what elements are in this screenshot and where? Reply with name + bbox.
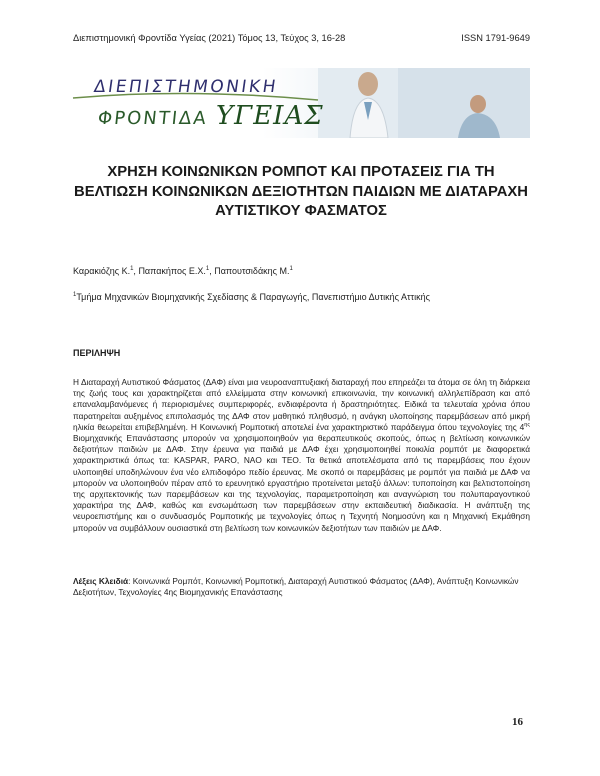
author-3: Παπουτσιδάκης Μ.	[214, 266, 290, 276]
keywords	[73, 576, 530, 598]
affiliation-sup: 1	[73, 292, 77, 298]
abstract-heading: ΠΕΡΙΛΗΨΗ	[73, 348, 121, 358]
author-3-sup: 1	[289, 266, 293, 272]
author-list: Καρακιόζης Κ.$^1$, Παπακήπος Ε.Χ.$^1$, Παπουτσιδάκης Μ.$^1$	[73, 266, 293, 276]
abstract-superscript: ης	[524, 422, 530, 429]
banner-word-care: ΦΡΟΝΤΙΔΑ	[96, 108, 209, 129]
banner-word-health: ΥΓΕΙΑΣ	[216, 101, 324, 131]
page-number: 16	[512, 716, 523, 728]
journal-banner	[68, 68, 530, 138]
banner-word-interdisciplinary: ΔΙΕΠΙΣΤΗΜΟΝΙΚΗ	[92, 77, 280, 97]
author-1-sup: 1	[130, 266, 134, 272]
abstract-text-1: Η Διαταραχή Αυτιστικού Φάσματος (ΔΑΦ) είναι μια νευροαναπτυξιακή διαταραχή που επηρεάζει τα άτομα σε όλη τη διάρκεια της ζωής τους και χαρακτηρίζεται από ελλείμματα στην κοινωνική επικοινωνία, την κοινωνική αλληλεπίδραση και από επαναλαμβανόμενες ή περιορισμένες συμπεριφορές, ενδιαφέροντα ή δραστηριότητες. Ειδικά τα τελευταία χρόνια όπου παρατηρείται αυξημένος επιπολασμός της ΔΑΦ στον μαθητικό πληθυσμό, η ανάγκη υλοποίησης παρεμβάσεων από μικρή ηλικία θεωρείται επιβεβλημένη. Η Κοινωνική Ρομποτική αποτελεί ένα χαρακτηριστικό παράδειγμα όπου τεχνολογίες της 4	[73, 377, 530, 432]
abstract-text-2: Βιομηχανικής Επανάστασης μπορούν να χρησιμοποιηθούν για θεραπευτικούς σκοπούς, όπως η βελτίωση κοινωνικών δεξιοτήτων παιδιών με ΔΑΦ. Στην έρευνα για παιδιά με ΔΑΦ έχει χρησιμοποιηθεί ποικιλία ρομπότ με διαφορετικά χαρακτηριστικά όπως τα: KASPAR, PARO, NAO και TEO. Τα θετικά αποτελέσματα από τις παρεμβάσεις που έχουν υλοποιηθεί υποδηλώνουν ένα νέο ελπιδοφόρο πεδίο έρευνας. Με σκοπό οι παρεμβάσεις με ρομπότ για παιδιά με ΔΑΦ να μπορούν να υλοποιηθούν πέραν από το ερευνητικό εργαστήριο προτείνεται μεταξύ άλλων: τυποποίηση και βελτιστοποίηση της αρχιτεκτονικής των παρεμβάσεων και της τεχνολογίας, παραμετροποίηση και αναγνώριση του πολυπαραγοντικού χαρακτήρα της ΔΑΦ, καθώς και ενσωμάτωση των παρεμβάσεων στην εκπαιδευτική διαδικασία. Η ανάπτυξη της νευροεπιστήμης και ο συνδυασμός Ρομποτικής με τεχνολογίες όπως η Τεχνητή Νοημοσύνη και η Μηχανική Εκμάθηση μπορούν να συμβάλλουν ουσιαστικά στη βελτίωση των κοινωνικών δεξιοτήτων των παιδιών με ΔΑΦ.	[73, 433, 530, 533]
author-2-sup: 1	[205, 266, 210, 272]
affiliation	[73, 292, 430, 302]
keywords-label: Λέξεις Κλειδιά	[73, 576, 129, 586]
author-1: Καρακιόζης Κ.	[73, 266, 131, 276]
journal-citation: Διεπιστημονική Φροντίδα Υγείας (2021) Τόμος 13, Τεύχος 3, 16-28	[73, 33, 346, 43]
issn: ISSN 1791-9649	[461, 33, 530, 43]
article-title: ΧΡΗΣΗ ΚΟΙΝΩΝΙΚΩΝ ΡΟΜΠΟΤ ΚΑΙ ΠΡΟΤΑΣΕΙΣ ΓΙΑ ΤΗ ΒΕΛΤΙΩΣΗ ΚΟΙΝΩΝΙΚΩΝ ΔΕΞΙΟΤΗΤΩΝ ΠΑΙΔΙΩΝ ΜΕ ΔΙΑΤΑΡΑΧΗ ΑΥΤΙΣΤΙΚΟΥ ΦΑΣΜΑΤΟΣ	[74, 164, 528, 219]
author-2: Παπακήπος Ε.Χ.	[138, 266, 206, 276]
abstract-body	[73, 377, 530, 534]
running-head	[73, 33, 530, 43]
keywords-text: : Κοινωνικά Ρομπότ, Κοινωνική Ρομποτική, Διαταραχή Αυτιστικού Φάσματος (ΔΑΦ), Ανάπτυξη Κοινωνικών Δεξιοτήτων, Τεχνολογίες 4ης Βιομηχανικής Επανάστασης	[73, 576, 519, 598]
affiliation-text: Τμήμα Μηχανικών Βιομηχανικής Σχεδίασης & Παραγωγής, Πανεπιστήμιο Δυτικής Αττικής	[76, 292, 430, 302]
